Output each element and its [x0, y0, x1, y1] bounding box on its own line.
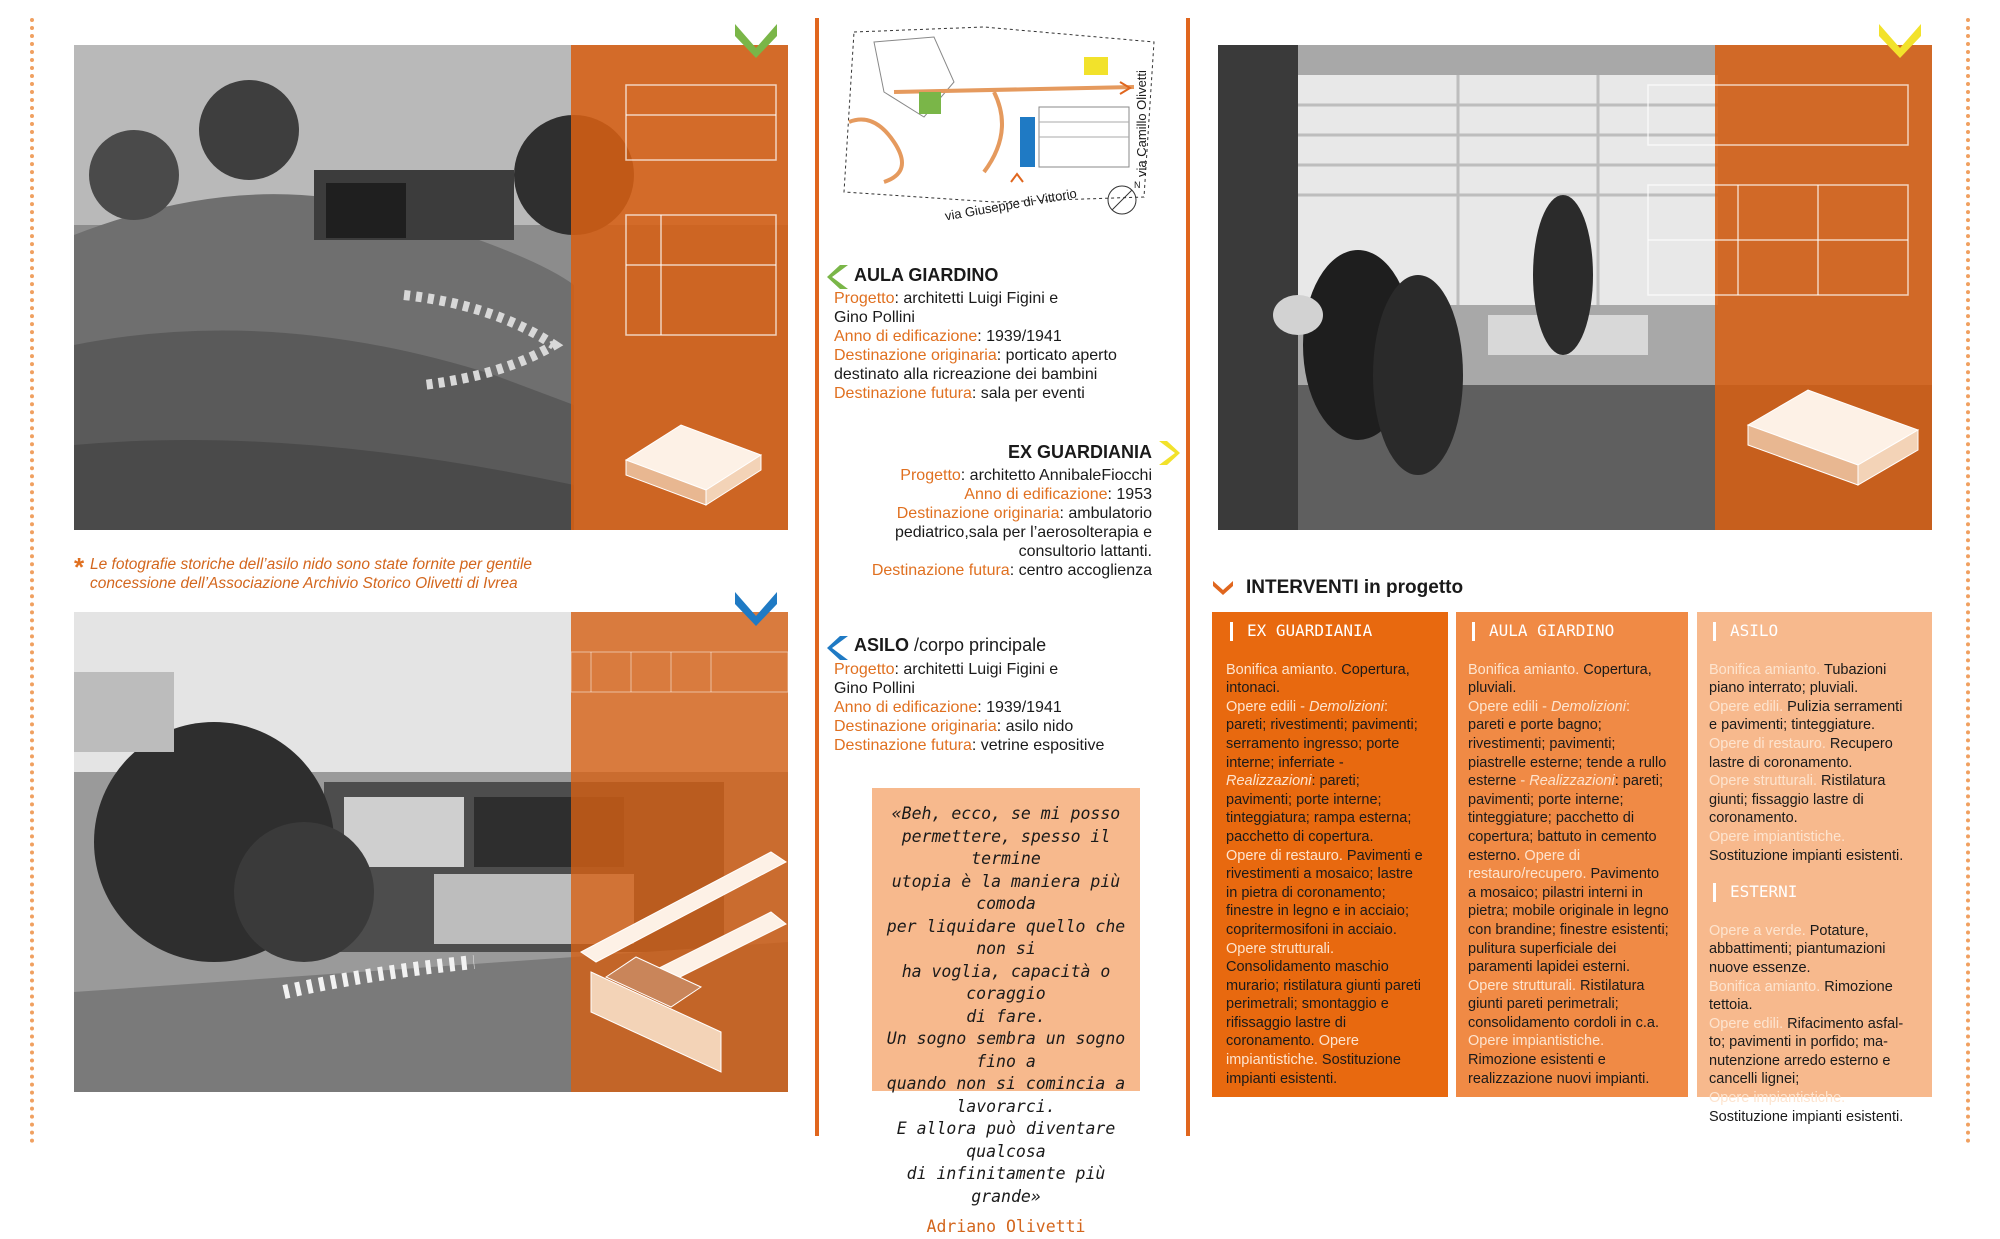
info-value: : 1939/1941 [977, 328, 1062, 345]
intervento-line [1226, 958, 1448, 977]
intervento-text: Tubazioni [1820, 661, 1887, 678]
plan-drawing-aula-giardino [571, 45, 788, 530]
info-row [834, 717, 1174, 736]
intervento-text: paramenti lapidei esterni. [1468, 959, 1631, 976]
intervento-text: rivestimenti; pavimenti; [1468, 735, 1616, 752]
heading-aula-giardino: AULA GIARDINO [1472, 622, 1688, 641]
intervento-text: Bonifica amianto. [1709, 978, 1821, 995]
quote-box [872, 788, 1140, 1236]
street-label-olivetti: via Camillo Olivetti [1134, 70, 1149, 177]
heading-esterni: ESTERNI [1713, 883, 1932, 902]
heading-ex-guardiania: EX GUARDIANIA [1230, 622, 1448, 641]
intervento-line [1226, 809, 1448, 828]
intervento-line [1709, 698, 1932, 717]
intervento-line [1226, 679, 1448, 698]
intervento-line [1226, 661, 1448, 680]
intervento-line [1226, 1014, 1448, 1033]
quote-line: di infinitamente più grande» [906, 1164, 1106, 1206]
intervento-line [1468, 865, 1688, 884]
intervento-text: : pareti; [1311, 773, 1360, 790]
intervento-line [1226, 977, 1448, 996]
intervento-line [1709, 772, 1932, 791]
intervento-text: tinteggiatura; rampa esterna; [1226, 810, 1412, 827]
intervento-text: : [1383, 698, 1388, 715]
intervento-line [1709, 1108, 1932, 1127]
intervento-line [1468, 754, 1688, 773]
info-row [834, 466, 1152, 485]
info-value: Gino Pollini [834, 309, 915, 326]
intervento-line [1226, 940, 1448, 959]
intervento-text: tinteggiature; pacchetto di [1468, 810, 1635, 827]
info-row [834, 523, 1152, 542]
intervento-text: impianti esistenti. [1226, 1070, 1338, 1087]
info-label: Destinazione futura [834, 737, 972, 754]
site-map-drawing [834, 22, 1174, 227]
quote-line: di fare. [966, 1006, 1046, 1026]
intervento-text: Opere strutturali. [1709, 773, 1817, 790]
intervento-text: : pareti; [1614, 773, 1664, 790]
intervento-text: cancelli lignei; [1709, 1071, 1800, 1088]
intervento-line [1468, 902, 1688, 921]
info-label: Progetto [834, 290, 895, 307]
intervento-text: Potature, [1805, 922, 1869, 939]
intervento-line [1468, 977, 1688, 996]
intervento-text: pluviali. [1468, 680, 1517, 697]
intervento-text: copertura; battuto in cemento [1468, 828, 1657, 845]
intervento-text: restauro/recupero. [1468, 866, 1587, 883]
intervento-text: nutenzione arredo esterno e [1709, 1052, 1891, 1069]
info-value: : architetti Luigi Figini e [894, 661, 1059, 678]
intervento-text: Rifacimento asfal- [1783, 1015, 1904, 1032]
quote-line: «Beh, ecco, se mi posso [891, 804, 1121, 823]
left-dotted-border [30, 18, 34, 1144]
intervento-line [1226, 1051, 1448, 1070]
intervento-text: e pavimenti; tinteggiature. [1709, 717, 1876, 734]
intervento-text: giunti; fissaggio lastre di [1709, 791, 1864, 808]
intervento-text: Opere edili - [1468, 698, 1552, 715]
intervento-text: intonaci. [1226, 680, 1281, 697]
info-value: : centro accoglienza [1009, 562, 1152, 579]
intervento-text: pareti e porte bagno; [1468, 717, 1602, 734]
intervento-line [1709, 978, 1932, 997]
info-value: : porticato aperto [996, 347, 1117, 364]
intervento-text: Pavimento [1586, 866, 1660, 883]
intervento-line [1709, 716, 1932, 735]
intervento-line [1468, 1070, 1688, 1089]
intervento-text: Opere impiantistiche. [1468, 1033, 1605, 1050]
info-label: Destinazione originaria [834, 347, 997, 364]
separator-right [1186, 18, 1190, 1136]
intervento-line [1468, 995, 1688, 1014]
site-map [834, 22, 1174, 227]
chevron-down-green-icon [733, 22, 779, 65]
info-row [834, 698, 1174, 717]
info-label: Anno di edificazione [964, 486, 1108, 503]
info-row [834, 736, 1174, 755]
info-value: : architetti Luigi Figini e [894, 290, 1059, 307]
interventi-title: INTERVENTI in progetto [1246, 577, 1464, 598]
intervento-line [1226, 791, 1448, 810]
intervento-text: piastrelle esterne; tende a rullo [1468, 754, 1667, 771]
intervento-text: Sostituzione impianti esistenti. [1709, 847, 1904, 864]
info-row [834, 365, 1174, 384]
intervento-line [1226, 902, 1448, 921]
intervento-text: coronamento. [1709, 810, 1798, 827]
photo-credit-line-1: Le fotografie storiche dell’asilo nido sono state fornite per gentile [90, 556, 533, 573]
quote-line: permettere, spesso il termine [901, 826, 1111, 868]
intervento-text: Demolizioni [1551, 698, 1626, 715]
street-label-vittorio: via Giuseppe di Vittorio [943, 185, 1078, 224]
intervento-line [1226, 735, 1448, 754]
intervento-text: Opere edili. [1709, 1015, 1784, 1032]
intervento-line [1468, 1051, 1688, 1070]
intervento-text: giunti pareti perimetrali; [1468, 996, 1619, 1013]
intervento-line [1709, 791, 1932, 810]
info-value: pediatrico,sala per l’aerosolterapia e [894, 524, 1152, 541]
info-row [834, 289, 1174, 308]
intervento-text: Copertura, [1579, 661, 1652, 678]
intervento-text: Bonifica amianto. [1226, 661, 1338, 678]
intervento-text: Realizzazioni [1226, 773, 1312, 790]
right-dotted-border [1966, 18, 1970, 1144]
intervento-line [1226, 1032, 1448, 1051]
intervento-text: rivestimenti a mosaico; lastre [1226, 866, 1413, 883]
intervento-text: Pavimenti e [1342, 847, 1423, 864]
intervento-text: nuove essenze. [1709, 959, 1811, 976]
info-value: : asilo nido [996, 718, 1074, 735]
intervento-text: coronamento. [1226, 1033, 1315, 1050]
intervento-line [1468, 828, 1688, 847]
intervento-text: Realizzazioni [1529, 773, 1615, 790]
separator-left [815, 18, 819, 1136]
info-row [834, 542, 1152, 561]
intervento-text: lastre di coronamento. [1709, 754, 1853, 771]
quote-line: per liquidare quello che non si [886, 916, 1126, 958]
intervento-line [1226, 921, 1448, 940]
intervento-line [1709, 735, 1932, 754]
intervento-line [1226, 847, 1448, 866]
intervento-text: Opere [1314, 1033, 1360, 1050]
intervento-text: Opere edili. [1709, 698, 1784, 715]
intervento-text: to; pavimenti in porfido; ma- [1709, 1034, 1888, 1051]
intervento-text: copritermosifoni in acciaio. [1226, 921, 1397, 938]
intervento-text: pavimenti; porte interne; [1468, 791, 1624, 808]
intervento-text: Copertura, [1337, 661, 1410, 678]
intervento-text: Rimozione esistenti e [1468, 1052, 1606, 1069]
intervento-text: Opere impiantistiche. [1709, 1090, 1846, 1107]
intervento-line [1709, 959, 1932, 978]
intervento-line [1709, 940, 1932, 959]
info-row [834, 504, 1152, 523]
intervento-text: murario; ristilatura giunti pareti [1226, 977, 1422, 994]
info-row [834, 679, 1174, 698]
info-row [834, 485, 1152, 504]
intervento-line [1468, 1032, 1688, 1051]
intervento-line [1709, 847, 1932, 866]
intervento-text: - [1516, 773, 1530, 790]
intervento-text: con brandine; finestre esistenti; [1468, 921, 1669, 938]
info-value: destinato alla ricreazione dei bambini [834, 366, 1098, 383]
intervento-line [1709, 1052, 1932, 1071]
title-aula-giardino: AULA GIARDINO [854, 265, 999, 285]
info-ex-guardiania [834, 443, 1152, 580]
intervento-text: Opere di [1520, 847, 1581, 864]
intervento-line [1468, 921, 1688, 940]
intervento-text: : [1625, 698, 1630, 715]
intervento-line [1468, 772, 1688, 791]
intervento-line [1226, 698, 1448, 717]
intervento-text: Ristilatura [1576, 977, 1645, 994]
info-row [834, 346, 1174, 365]
intervento-line [1226, 865, 1448, 884]
intervento-text: pavimenti; porte interne; [1226, 791, 1382, 808]
intervento-line [1226, 716, 1448, 735]
intervento-line [1709, 809, 1932, 828]
intervento-line [1709, 1089, 1932, 1108]
intervento-line [1709, 1015, 1932, 1034]
info-aula-giardino [834, 266, 1174, 403]
photo-credit-note [90, 555, 532, 593]
intervento-line [1226, 828, 1448, 847]
info-label: Anno di edificazione [834, 328, 978, 345]
note-asterisk: * [74, 552, 85, 582]
intervento-line [1468, 847, 1688, 866]
intervento-text: tettoia. [1709, 997, 1753, 1014]
info-row [834, 660, 1174, 679]
intervento-line [1468, 679, 1688, 698]
quote-author: Adriano Olivetti [926, 1217, 1086, 1236]
intervento-text: Opere di restauro. [1226, 847, 1343, 864]
chevron-right-yellow-icon [1157, 440, 1181, 471]
intervento-text: pacchetto di copertura. [1226, 828, 1374, 845]
intervento-text: perimetrali; smontaggio e [1226, 996, 1389, 1013]
intervento-text: a mosaico; pilastri interni in [1468, 884, 1643, 901]
intervento-text: rifissaggio lastre di [1226, 1014, 1347, 1031]
intervento-line [1468, 661, 1688, 680]
intervento-line [1468, 1014, 1688, 1033]
intervento-text: Sostituzione impianti esistenti. [1709, 1108, 1904, 1125]
intervento-text: Pulizia serramenti [1783, 698, 1903, 715]
info-label: Progetto [900, 467, 961, 484]
intervento-text: esterno. [1468, 847, 1521, 864]
intervento-text: realizzazione nuovi impianti. [1468, 1070, 1650, 1087]
photo-credit-line-2: concessione dell’Associazione Archivio Storico Olivetti di Ivrea [90, 575, 518, 592]
title-ex-guardiania: EX GUARDIANIA [1007, 442, 1152, 462]
intervento-line [1709, 996, 1932, 1015]
interventi-aula-giardino [1456, 612, 1688, 1097]
info-value: Gino Pollini [834, 680, 915, 697]
info-label: Anno di edificazione [834, 699, 978, 716]
intervento-text: Demolizioni [1309, 698, 1384, 715]
info-label: Destinazione originaria [834, 718, 997, 735]
intervento-text: esterne [1468, 773, 1517, 790]
intervento-line [1226, 995, 1448, 1014]
intervento-line [1226, 754, 1448, 773]
info-label: Destinazione futura [871, 562, 1010, 579]
intervento-text: Bonifica amianto. [1468, 661, 1580, 678]
intervento-line [1468, 884, 1688, 903]
intervento-line [1709, 1070, 1932, 1089]
photo-asilo [74, 612, 788, 1092]
info-value: : 1953 [1107, 486, 1152, 503]
intervento-line [1468, 735, 1688, 754]
intervento-text: Opere impiantistiche. [1709, 828, 1846, 845]
info-row [834, 384, 1174, 403]
info-value: : sala per eventi [971, 385, 1085, 402]
intervento-line [1709, 828, 1932, 847]
intervento-text: Opere strutturali. [1468, 977, 1576, 994]
intervento-line [1226, 1070, 1448, 1089]
quote-line: E allora può diventare qualcosa [896, 1119, 1116, 1161]
plan-drawing-ex-guardiania [1218, 45, 1932, 530]
quote-line: quando non si comincia a [886, 1074, 1126, 1093]
intervento-text: Opere a verde. [1709, 922, 1806, 939]
photo-aula-giardino [74, 45, 788, 530]
chevron-down-orange-icon [1212, 580, 1234, 601]
intervento-text: finestre in legno e in acciaio; [1226, 903, 1409, 920]
intervento-text: serramento ingresso; porte [1226, 735, 1400, 752]
intervento-line [1468, 958, 1688, 977]
heading-asilo: ASILO [1713, 622, 1932, 641]
info-value: : ambulatorio [1059, 505, 1152, 522]
quote-line: lavorarci. [956, 1096, 1056, 1116]
intervento-line [1468, 716, 1688, 735]
intervento-text: pareti; rivestimenti; pavimenti; [1226, 717, 1418, 734]
photo-ex-guardiania [1218, 45, 1932, 530]
info-value: : architetto AnnibaleFiocchi [960, 467, 1152, 484]
info-row [834, 561, 1152, 580]
intervento-text: consolidamento cordoli in c.a. [1468, 1014, 1660, 1031]
intervento-text: pulitura superficiale dei [1468, 940, 1617, 957]
intervento-text: Opere strutturali. [1226, 940, 1334, 957]
intervento-line [1226, 884, 1448, 903]
intervento-text: interne; inferriate - [1226, 754, 1344, 771]
quote-text [872, 788, 1140, 1208]
iso-drawing-asilo [571, 612, 788, 1092]
info-row [834, 308, 1174, 327]
intervento-line [1468, 809, 1688, 828]
intervento-line [1709, 1033, 1932, 1052]
quote-line: Un sogno sembra un sogno fino a [886, 1029, 1126, 1071]
intervento-text: pietra; mobile originale in legno [1468, 903, 1669, 920]
intervento-text: impiantistiche. [1226, 1052, 1318, 1069]
intervento-text: Recupero [1825, 735, 1893, 752]
intervento-text: Rimozione [1820, 978, 1893, 995]
north-label: N [1134, 180, 1141, 190]
intervento-text: Consolidamento maschio [1226, 959, 1389, 976]
intervento-line [1468, 698, 1688, 717]
info-row [834, 327, 1174, 346]
quote-line: utopia è la maniera più comoda [891, 871, 1121, 913]
intervento-line [1468, 791, 1688, 810]
info-asilo [834, 636, 1174, 755]
intervento-line [1709, 679, 1932, 698]
intervento-text: Sostituzione [1317, 1052, 1401, 1069]
intervento-text: piano interrato; pluviali. [1709, 680, 1859, 697]
intervento-text: Ristilatura [1817, 773, 1886, 790]
intervento-line [1709, 754, 1932, 773]
info-value: : vetrine espositive [971, 737, 1105, 754]
intervento-line [1468, 940, 1688, 959]
intervento-line [1709, 922, 1932, 941]
interventi-asilo [1697, 612, 1932, 1125]
intervento-text: in pietra di coronamento; [1226, 884, 1386, 901]
intervento-text: Bonifica amianto. [1709, 661, 1821, 678]
intervento-text: abbattimenti; piantumazioni [1709, 941, 1886, 958]
info-value: : 1939/1941 [977, 699, 1062, 716]
intervento-text: Opere di restauro. [1709, 735, 1826, 752]
title-asilo: ASILO /corpo principale [854, 635, 1047, 655]
intervento-line [1709, 661, 1932, 680]
chevron-down-blue-icon [733, 590, 779, 633]
info-label: Destinazione originaria [896, 505, 1060, 522]
info-label: Destinazione futura [834, 385, 972, 402]
intervento-text: Opere edili - [1226, 698, 1310, 715]
chevron-down-yellow-icon [1877, 22, 1923, 65]
intervento-line [1226, 772, 1448, 791]
interventi-ex-guardiania [1212, 612, 1448, 1097]
quote-line: ha voglia, capacità o coraggio [901, 961, 1111, 1003]
info-value: consultorio lattanti. [1018, 543, 1152, 560]
info-label: Progetto [834, 661, 895, 678]
